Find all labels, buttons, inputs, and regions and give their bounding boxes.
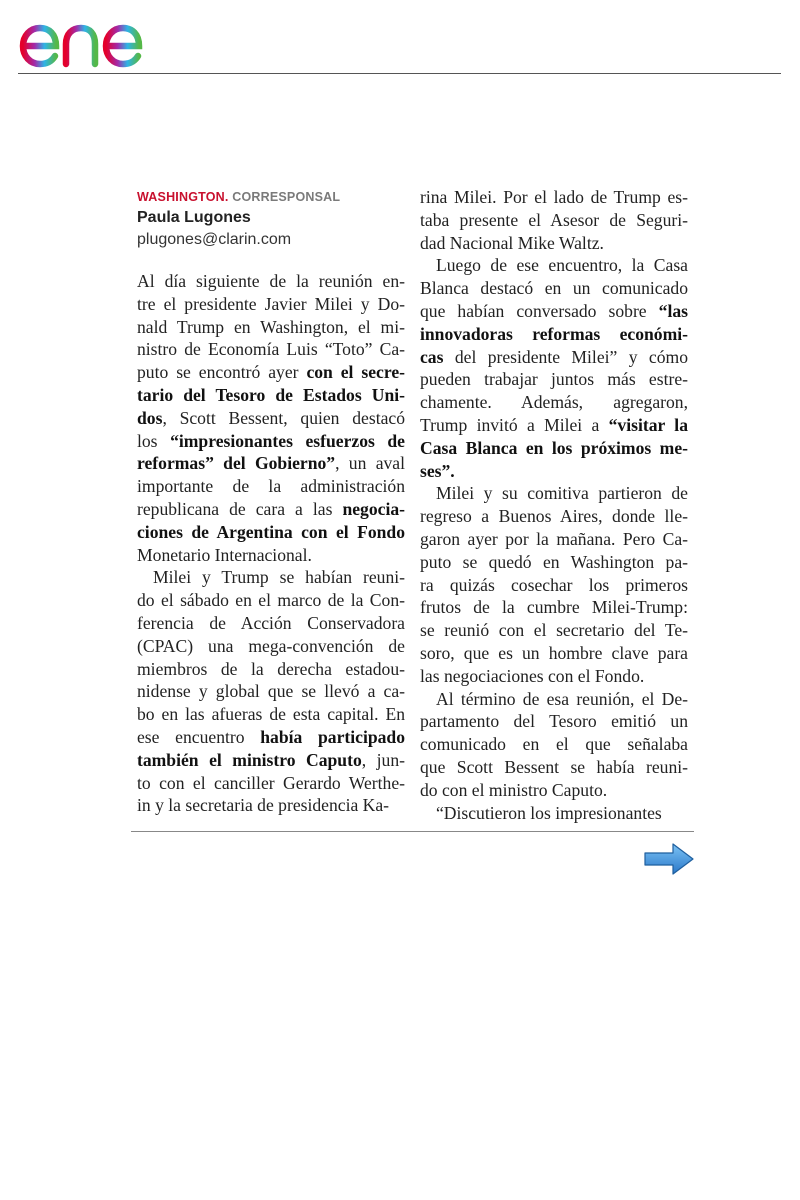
arrow-right-icon[interactable] xyxy=(643,842,695,876)
text-run: Milei y Trump se habían reuni- xyxy=(153,567,405,588)
author-email[interactable]: plugones@clarin.com xyxy=(137,231,292,248)
article-line xyxy=(137,270,405,293)
text-run: , jun- xyxy=(361,749,405,770)
article-line xyxy=(137,658,405,681)
enel-logo xyxy=(18,8,178,70)
article-line xyxy=(137,726,405,749)
article-line xyxy=(420,710,688,733)
article-line xyxy=(420,665,688,688)
text-run: importante de la administración xyxy=(137,476,405,497)
logo-text: enel xyxy=(18,8,21,9)
article-line xyxy=(420,368,688,391)
article-line xyxy=(137,544,405,567)
article-line xyxy=(137,338,405,361)
article-line xyxy=(137,498,405,521)
article-line xyxy=(137,407,405,430)
text-run: Monetario Internacional. xyxy=(137,544,312,565)
text-run: del presidente Milei” y cómo xyxy=(443,346,688,367)
bold-text: tario del Tesoro de Estados Uni- xyxy=(137,384,405,405)
text-run: pueden trabajar juntos más estre- xyxy=(420,369,688,390)
article-line xyxy=(420,209,688,232)
text-run: (CPAC) una mega-convención de xyxy=(137,635,405,656)
article-line xyxy=(420,391,688,414)
article-body-right xyxy=(420,186,688,824)
text-run: nald Trump en Washington, el mi- xyxy=(137,316,405,337)
text-run: , Scott Bessent, quien destacó xyxy=(162,407,405,428)
text-run: que habían conversado sobre xyxy=(420,300,659,321)
article-line xyxy=(420,802,688,825)
text-run: Luego de ese encuentro, la Casa xyxy=(436,255,688,276)
article-line xyxy=(420,528,688,551)
text-run: miembros de la derecha estadou- xyxy=(137,658,405,679)
dateline-city: WASHINGTON. xyxy=(137,190,229,204)
text-run: chamente. Además, agregaron, xyxy=(420,392,688,413)
text-run: “Discutieron los impresionantes xyxy=(436,802,662,823)
text-run: nistro de Economía Luis “Toto” Ca- xyxy=(137,339,405,360)
text-run: partamento del Tesoro emitió un xyxy=(420,711,688,732)
bold-text: cas xyxy=(420,346,444,367)
text-run: Al día siguiente de la reunión en- xyxy=(137,271,405,291)
author-name: Paula Lugones xyxy=(137,209,251,226)
article-line xyxy=(420,779,688,802)
bold-text: había participado xyxy=(260,726,406,747)
text-run: garon ayer por la mañana. Pero Ca- xyxy=(420,528,688,549)
article-line xyxy=(420,574,688,597)
article-line xyxy=(420,551,688,574)
bold-text: ses”. xyxy=(420,460,455,481)
dateline-role: CORRESPONSAL xyxy=(232,190,341,204)
footer-divider xyxy=(131,831,694,832)
article-line xyxy=(137,680,405,703)
article-line xyxy=(420,186,688,209)
text-run: to con el canciller Gerardo Werthe- xyxy=(137,772,405,793)
bold-text: innovadoras reformas económi- xyxy=(420,323,688,344)
text-run: Trump invitó a Milei a xyxy=(420,414,609,435)
text-run: soro, que es un hombre clave para xyxy=(420,642,688,663)
text-run: ferencia de Acción Conservadora xyxy=(137,612,405,633)
dateline xyxy=(137,189,405,205)
article-line xyxy=(137,475,405,498)
header-divider xyxy=(18,73,781,74)
text-run: puto se encontró ayer xyxy=(137,362,307,383)
bold-text: reformas” del Gobierno” xyxy=(137,453,336,474)
text-run: los xyxy=(137,430,171,451)
text-run: rina Milei. Por el lado de Trump es- xyxy=(420,187,688,207)
article-line xyxy=(420,688,688,711)
text-run: Al término de esa reunión, el De- xyxy=(436,688,688,709)
bold-text: también el ministro Caputo xyxy=(137,749,362,770)
article-line xyxy=(420,460,688,483)
text-run: in y la secretaria de presidencia Ka- xyxy=(137,795,390,816)
article-line xyxy=(137,521,405,544)
article-line xyxy=(137,612,405,635)
text-run: taba presente el Asesor de Seguri- xyxy=(420,209,688,230)
bold-text: “visitar la xyxy=(608,414,688,435)
bold-text: ciones de Argentina con el Fondo xyxy=(137,521,405,542)
text-run: ese encuentro xyxy=(137,726,261,747)
article-column-left xyxy=(137,186,405,817)
article-line xyxy=(137,772,405,795)
text-run: Blanca destacó en un comunicado xyxy=(420,278,688,299)
article-line xyxy=(137,316,405,339)
text-run: que Scott Bessent se había reuni- xyxy=(420,756,688,777)
article-line xyxy=(137,452,405,475)
article-line xyxy=(137,635,405,658)
article-line xyxy=(420,733,688,756)
article-line xyxy=(137,293,405,316)
article-column-right xyxy=(420,186,688,824)
article-line xyxy=(137,589,405,612)
text-run: republicana de cara a las xyxy=(137,498,343,519)
text-run: se reunió con el secretario del Te- xyxy=(420,620,688,641)
article-line xyxy=(420,277,688,300)
article-line xyxy=(420,254,688,277)
article-line xyxy=(137,566,405,589)
text-run: las negociaciones con el Fondo. xyxy=(420,665,645,686)
text-run: puto se quedó en Washington pa- xyxy=(420,551,688,572)
bold-text: “las xyxy=(658,300,688,321)
text-run: comunicado en el que señalaba xyxy=(420,734,688,755)
bold-text: dos xyxy=(137,407,163,428)
text-run: tre el presidente Javier Milei y Do- xyxy=(137,293,405,314)
article-line xyxy=(137,430,405,453)
text-run: frutos de la cumbre Milei-Trump: xyxy=(420,597,688,618)
article-line xyxy=(420,346,688,369)
article-line xyxy=(420,232,688,255)
article-line xyxy=(137,384,405,407)
bold-text: negocia- xyxy=(342,498,405,519)
article-line xyxy=(420,596,688,619)
bold-text: Casa Blanca en los próximos me- xyxy=(420,437,688,458)
article-line xyxy=(420,323,688,346)
bold-text: con el secre- xyxy=(306,362,405,383)
article-line xyxy=(137,794,405,817)
article-line xyxy=(137,749,405,772)
text-run: nidense y global que se llevó a ca- xyxy=(137,681,405,702)
article-line xyxy=(420,619,688,642)
text-run: regreso a Buenos Aires, donde lle- xyxy=(420,506,688,527)
article-line xyxy=(137,361,405,384)
article-line xyxy=(420,482,688,505)
bold-text: “impresionantes esfuerzos de xyxy=(170,430,405,451)
text-run: ra quizás cosechar los primeros xyxy=(420,574,688,595)
article-line xyxy=(420,505,688,528)
article-line xyxy=(137,703,405,726)
text-run: do el sábado en el marco de la Con- xyxy=(137,590,405,611)
article-line xyxy=(420,756,688,779)
article-line xyxy=(420,414,688,437)
text-run: do con el ministro Caputo. xyxy=(420,779,608,800)
text-run: Milei y su comitiva partieron de xyxy=(436,483,688,504)
text-run: dad Nacional Mike Waltz. xyxy=(420,232,604,253)
article-body-left xyxy=(137,270,405,817)
text-run: , un aval xyxy=(335,453,406,474)
article-line xyxy=(420,300,688,323)
article-line xyxy=(420,642,688,665)
article-line xyxy=(420,437,688,460)
text-run: bo en las afueras de esta capital. En xyxy=(137,704,405,725)
